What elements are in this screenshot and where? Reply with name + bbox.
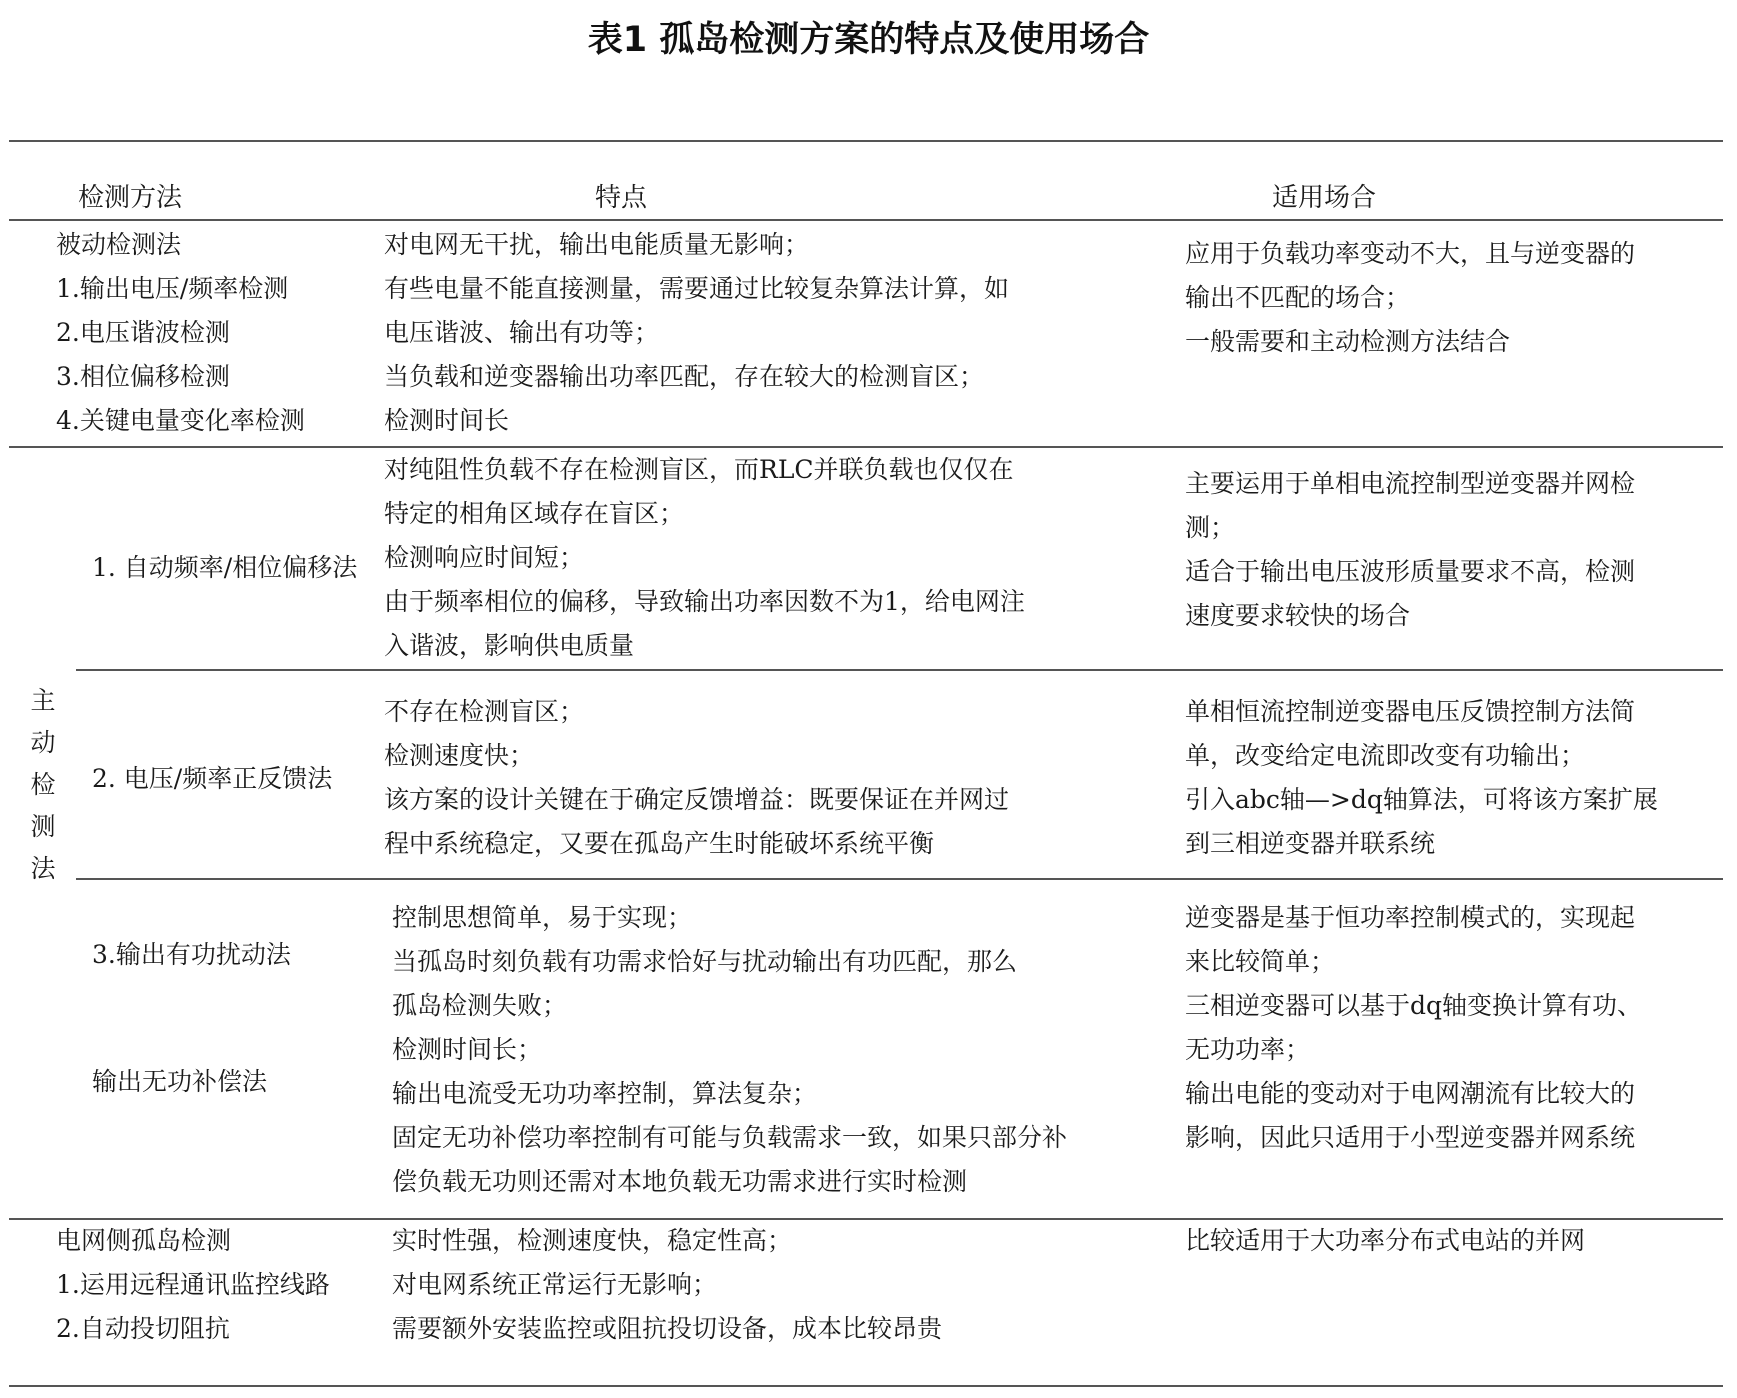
text-line: 三相逆变器可以基于dq轴变换计算有功、 bbox=[1185, 991, 1643, 1020]
text-line: 需要额外安装监控或阻抗投切设备，成本比较昂贵 bbox=[392, 1314, 943, 1343]
text-line: 入谐波，影响供电质量 bbox=[384, 631, 635, 660]
text-line: 特定的相角区域存在盲区； bbox=[384, 499, 685, 528]
text-line: 程中系统稳定，又要在孤岛产生时能破坏系统平衡 bbox=[384, 829, 935, 858]
active1-method-cell bbox=[92, 546, 357, 590]
text-line: 测； bbox=[1185, 513, 1236, 542]
text-line: 1. 自动频率/相位偏移法 bbox=[92, 553, 358, 582]
text-line: 到三相逆变器并联系统 bbox=[1185, 829, 1436, 858]
top-rule bbox=[9, 140, 1723, 142]
text-line: 速度要求较快的场合 bbox=[1185, 601, 1411, 630]
text-line: 适合于输出电压波形质量要求不高，检测 bbox=[1185, 557, 1636, 586]
text-line: 测 bbox=[30, 812, 56, 841]
bottom-rule bbox=[9, 1385, 1723, 1387]
passive-applications-cell bbox=[1185, 232, 1635, 364]
text-line: 由于频率相位的偏移，导致输出功率因数不为1，给电网注 bbox=[384, 587, 1025, 616]
header-rule bbox=[9, 219, 1723, 221]
text-line: 检测时间长 bbox=[384, 406, 510, 435]
passive-features-cell bbox=[384, 223, 1009, 443]
passive-method-cell bbox=[56, 223, 305, 443]
text-line: 对纯阻性负载不存在检测盲区，而RLC并联负载也仅仅在 bbox=[384, 455, 1014, 484]
text-line: 2.电压谐波检测 bbox=[56, 318, 230, 347]
text-line: 应用于负载功率变动不大，且与逆变器的 bbox=[1185, 239, 1636, 268]
text-line: 法 bbox=[30, 854, 56, 883]
text-line: 当孤岛时刻负载有功需求恰好与扰动输出有功匹配，那么 bbox=[392, 947, 1018, 976]
active2-features-cell bbox=[384, 690, 1009, 866]
text-line: 输出无功补偿法 bbox=[92, 1067, 268, 1096]
text-line: 该方案的设计关键在于确定反馈增益：既要保证在并网过 bbox=[384, 785, 1010, 814]
text-line: 检测速度快； bbox=[384, 741, 535, 770]
text-line: 一般需要和主动检测方法结合 bbox=[1185, 327, 1511, 356]
text-line: 3.输出有功扰动法 bbox=[92, 940, 291, 969]
header-applications: 适用场合 bbox=[1272, 183, 1377, 213]
active2-rule bbox=[76, 878, 1723, 880]
active3-applications-cell bbox=[1185, 896, 1642, 1160]
text-line: 输出电流受无功功率控制，算法复杂； bbox=[392, 1079, 818, 1108]
text-line: 当负载和逆变器输出功率匹配，存在较大的检测盲区； bbox=[384, 362, 985, 391]
text-line: 1.输出电压/频率检测 bbox=[56, 274, 289, 303]
text-line: 检测时间长； bbox=[392, 1035, 543, 1064]
text-line: 4.关键电量变化率检测 bbox=[56, 406, 305, 435]
text-line: 实时性强，检测速度快，稳定性高； bbox=[392, 1226, 793, 1255]
text-line: 输出不匹配的场合； bbox=[1185, 283, 1411, 312]
table-title: 表1 孤岛检测方案的特点及使用场合 bbox=[587, 20, 1150, 60]
grid-features-cell bbox=[392, 1219, 942, 1351]
text-line: 单，改变给定电流即改变有功输出； bbox=[1185, 741, 1586, 770]
active2-applications-cell bbox=[1185, 690, 1658, 866]
text-line: 输出电能的变动对于电网潮流有比较大的 bbox=[1185, 1079, 1636, 1108]
text-line: 2. 电压/频率正反馈法 bbox=[92, 764, 333, 793]
text-line: 主要运用于单相电流控制型逆变器并网检 bbox=[1185, 469, 1636, 498]
text-line: 无功功率； bbox=[1185, 1035, 1311, 1064]
active3b-method-cell bbox=[92, 1060, 267, 1104]
text-line: 来比较简单； bbox=[1185, 947, 1336, 976]
active1-rule bbox=[76, 669, 1723, 671]
text-line: 单相恒流控制逆变器电压反馈控制方法简 bbox=[1185, 697, 1636, 726]
active1-applications-cell bbox=[1185, 462, 1635, 638]
active1-features-cell bbox=[384, 448, 1025, 668]
text-line: 影响，因此只适用于小型逆变器并网系统 bbox=[1185, 1123, 1636, 1152]
active3-method-cell bbox=[92, 933, 291, 977]
text-line: 电网侧孤岛检测 bbox=[56, 1226, 232, 1255]
text-line: 动 bbox=[30, 728, 56, 757]
header-method: 检测方法 bbox=[78, 183, 183, 213]
text-line: 2.自动投切阻抗 bbox=[56, 1314, 230, 1343]
text-line: 主 bbox=[30, 686, 56, 715]
text-line: 1.运用远程通讯监控线路 bbox=[56, 1270, 330, 1299]
active3-features-cell bbox=[392, 896, 1067, 1204]
text-line: 固定无功补偿功率控制有可能与负载需求一致，如果只部分补 bbox=[392, 1123, 1068, 1152]
text-line: 3.相位偏移检测 bbox=[56, 362, 230, 391]
grid-applications-cell bbox=[1185, 1219, 1585, 1263]
active2-method-cell bbox=[92, 757, 332, 801]
active-label bbox=[28, 680, 58, 890]
text-line: 对电网系统正常运行无影响； bbox=[392, 1270, 718, 1299]
text-line: 孤岛检测失败； bbox=[392, 991, 568, 1020]
text-line: 比较适用于大功率分布式电站的并网 bbox=[1185, 1226, 1586, 1255]
header-features: 特点 bbox=[595, 183, 648, 213]
text-line: 检 bbox=[30, 770, 56, 799]
text-line: 控制思想简单，易于实现； bbox=[392, 903, 693, 932]
text-line: 逆变器是基于恒功率控制模式的，实现起 bbox=[1185, 903, 1636, 932]
text-line: 不存在检测盲区； bbox=[384, 697, 585, 726]
text-line: 被动检测法 bbox=[56, 230, 182, 259]
grid-method-cell bbox=[56, 1219, 330, 1351]
text-line: 电压谐波、输出有功等； bbox=[384, 318, 660, 347]
text-line: 检测响应时间短； bbox=[384, 543, 585, 572]
text-line: 偿负载无功则还需对本地负载无功需求进行实时检测 bbox=[392, 1167, 968, 1196]
text-line: 引入abc轴—>dq轴算法，可将该方案扩展 bbox=[1185, 785, 1658, 814]
text-line: 有些电量不能直接测量，需要通过比较复杂算法计算，如 bbox=[384, 274, 1010, 303]
text-line: 对电网无干扰，输出电能质量无影响； bbox=[384, 230, 810, 259]
